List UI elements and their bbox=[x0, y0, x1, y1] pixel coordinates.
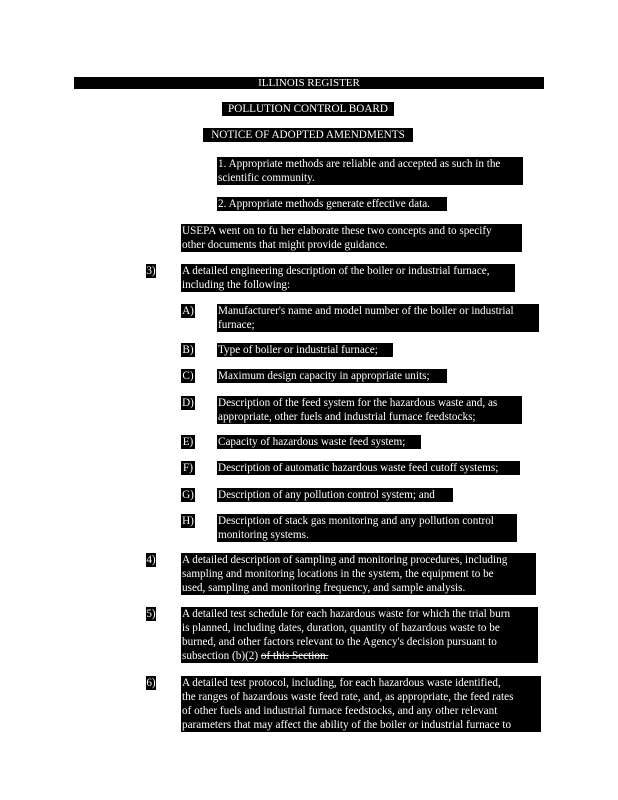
item-5-line-4 bbox=[181, 649, 538, 663]
text: of other fuels and industrial furnace feedstocks, and any other relevant bbox=[182, 705, 498, 717]
sub-d-label: D) bbox=[182, 397, 194, 409]
text: Description of stack gas monitoring and any pollution control bbox=[218, 515, 494, 527]
sub-g-line-1 bbox=[217, 488, 453, 502]
sub-a-label: A) bbox=[182, 305, 194, 317]
text: including the following: bbox=[182, 279, 291, 291]
sub-f-label: F) bbox=[181, 461, 195, 475]
text: is planned, including dates, duration, quantity of hazardous waste to be bbox=[182, 622, 500, 634]
struck-text: of this Section. bbox=[260, 650, 329, 662]
text: scientific community. bbox=[218, 172, 315, 184]
register-title: ILLINOIS REGISTER bbox=[258, 77, 360, 89]
usepa-line-1 bbox=[181, 224, 522, 238]
sub-b-line-1 bbox=[217, 343, 393, 357]
sub-a-line-1 bbox=[217, 304, 539, 318]
sub-d-line-1 bbox=[217, 396, 522, 410]
item-4-line-3 bbox=[181, 581, 536, 595]
header-bar bbox=[74, 77, 544, 89]
usepa-line-2 bbox=[181, 238, 522, 252]
text: appropriate, other fuels and industrial furnace feedstocks; bbox=[218, 411, 476, 423]
text: other documents that might provide guidance. bbox=[182, 239, 388, 251]
text: A detailed engineering description of the boiler or industrial furnace, bbox=[182, 265, 490, 277]
item-5-line-3 bbox=[181, 635, 538, 649]
text: used, sampling and monitoring frequency, and sample analysis. bbox=[182, 582, 466, 594]
sub-b-label: B) bbox=[182, 344, 194, 356]
sub-a-line-2 bbox=[217, 318, 539, 332]
item-4-label: 4) bbox=[146, 554, 156, 566]
text: Description of any pollution control system; and bbox=[218, 489, 435, 501]
item-3-line-2 bbox=[181, 278, 515, 292]
item-6-label: 6) bbox=[146, 677, 156, 689]
text: 2. Appropriate methods generate effective data. bbox=[218, 198, 430, 210]
text: subsection (b)(2) bbox=[182, 650, 261, 662]
item-3-label: 3) bbox=[146, 265, 156, 277]
notice-title bbox=[203, 128, 413, 142]
notice-title-text: NOTICE OF ADOPTED AMENDMENTS bbox=[211, 129, 405, 141]
sub-e-label: E) bbox=[182, 436, 194, 448]
sub-g-label: G) bbox=[182, 489, 194, 501]
item-6-line-2 bbox=[181, 690, 541, 704]
item-3-line-1 bbox=[181, 264, 515, 278]
item-6-line-1 bbox=[181, 676, 541, 690]
text: A detailed test schedule for each hazardous waste for which the trial burn bbox=[182, 608, 511, 620]
method-2-line-1 bbox=[217, 197, 447, 211]
text: parameters that may affect the ability of the boiler or industrial furnace to bbox=[182, 719, 512, 731]
item-5-line-2 bbox=[181, 621, 538, 635]
method-1-line-1 bbox=[217, 157, 523, 171]
text: USEPA went on to fu her elaborate these two concepts and to specify bbox=[182, 225, 492, 237]
sub-h-label: H) bbox=[182, 515, 194, 527]
item-5-line-1 bbox=[181, 607, 538, 621]
sub-h-line-1 bbox=[217, 514, 517, 528]
text: sampling and monitoring locations in the system, the equipment to be bbox=[182, 568, 494, 580]
text: furnace; bbox=[218, 319, 255, 331]
text: A detailed test protocol, including, for each hazardous waste identified, bbox=[182, 677, 501, 689]
board-title-text: POLLUTION CONTROL BOARD bbox=[228, 103, 388, 115]
text: the ranges of hazardous waste feed rate, and, as appropriate, the feed rates bbox=[182, 691, 514, 703]
sub-e-line-1 bbox=[217, 435, 421, 449]
text: burned, and other factors relevant to the Agency's decision pursuant to bbox=[182, 636, 497, 648]
item-4-line-1 bbox=[181, 553, 536, 567]
text: A detailed description of sampling and monitoring procedures, including bbox=[182, 554, 508, 566]
text: Type of boiler or industrial furnace; bbox=[218, 344, 378, 356]
text: monitoring systems. bbox=[218, 529, 309, 541]
sub-h-line-2 bbox=[217, 528, 517, 542]
sub-c-line-1 bbox=[217, 369, 447, 383]
text: Maximum design capacity in appropriate units; bbox=[218, 370, 430, 382]
text: Description of the feed system for the hazardous waste and, as bbox=[218, 397, 498, 409]
text: Description of automatic hazardous waste feed cutoff systems; bbox=[218, 462, 499, 474]
item-5-label: 5) bbox=[146, 608, 156, 620]
item-6-line-3 bbox=[181, 704, 541, 718]
text: Capacity of hazardous waste feed system; bbox=[218, 436, 406, 448]
item-4-line-2 bbox=[181, 567, 536, 581]
text: Manufacturer's name and model number of the boiler or industrial bbox=[218, 305, 514, 317]
method-1-line-2 bbox=[217, 171, 523, 185]
item-6-line-4 bbox=[181, 718, 541, 732]
sub-d-line-2 bbox=[217, 410, 522, 424]
sub-f-line-1 bbox=[217, 461, 520, 475]
sub-c-label: C) bbox=[182, 370, 194, 382]
text: 1. Appropriate methods are reliable and accepted as such in the bbox=[218, 158, 501, 170]
board-title bbox=[222, 102, 394, 116]
